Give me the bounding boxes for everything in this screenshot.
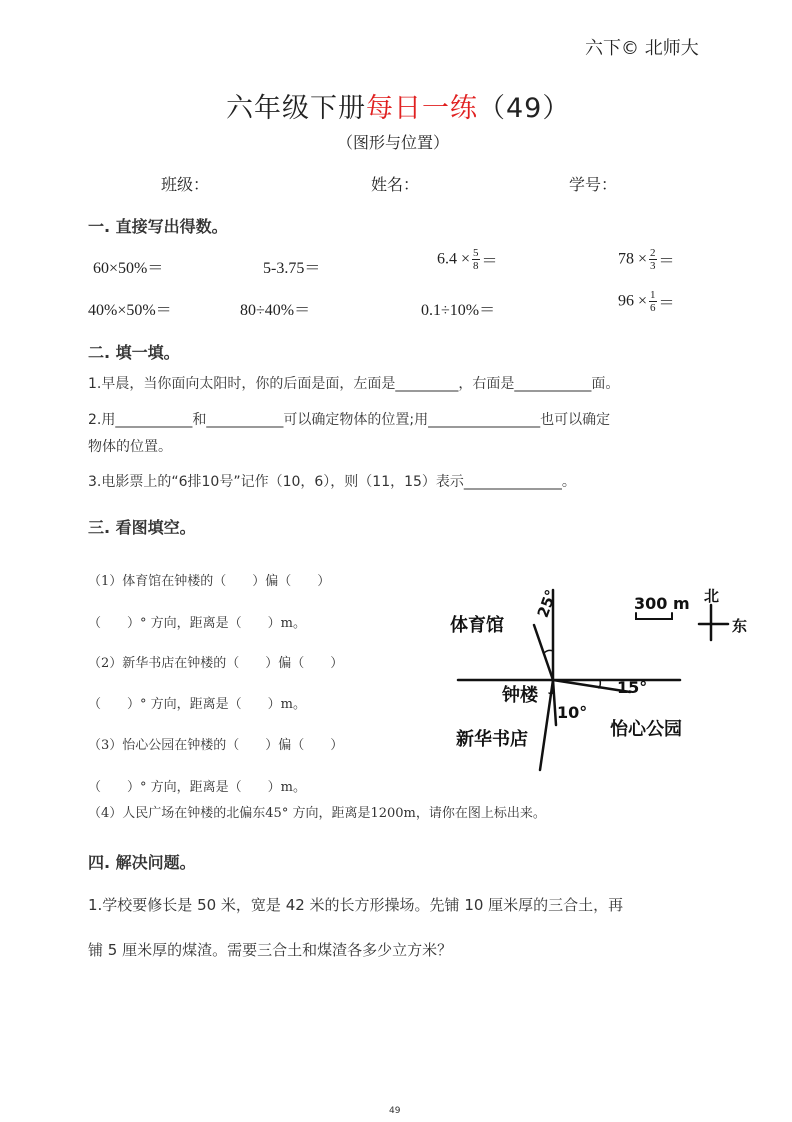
fill-q3: 3.电影票上的“6排10号”记作（10，6），则（11，15）表示______________。 [88, 474, 576, 490]
figq-c2: （ ）° 方向，距离是（ ）m。 [88, 780, 306, 795]
figq-d: （4）人民广场在钟楼的北偏东45° 方向，距离是1200m，请你在图上标出来。 [88, 806, 546, 821]
compass-east-label: 东 [732, 617, 748, 635]
name-label: 姓名： [371, 175, 420, 194]
title-part3: （49） [478, 93, 571, 124]
section-1-heading: 一. 直接写出得数。 [88, 217, 228, 236]
fill-q1: 1.早晨，当你面向太阳时，你的后面是面，左面是_________，右面是___________面。 [88, 376, 620, 392]
calc-r2c2: 80÷40%＝ [240, 302, 311, 319]
corner-label: 六下© 北师大 [585, 38, 699, 59]
calc-r1c1: 60×50%＝ [93, 260, 164, 277]
calc-r2c3: 0.1÷10%＝ [421, 302, 496, 319]
figq-c1: （3）怡心公园在钟楼的（ ）偏（ ） [88, 738, 344, 753]
solve-q1-line2: 铺 5 厘米厚的煤渣。需要三合土和煤渣各多少立方米？ [88, 941, 453, 959]
calc-r1c2: 5-3.75＝ [263, 260, 321, 277]
map-scale-label: 300 m [634, 594, 690, 613]
compass-north-label: 北 [704, 587, 720, 605]
figq-a1: （1）体育馆在钟楼的（ ）偏（ ） [88, 574, 331, 589]
solve-q1-line1: 1.学校要修长是 50 米，宽是 42 米的长方形操场。先铺 10 厘米厚的三合土，再 [88, 896, 624, 914]
calc-r2c1: 40%×50%＝ [88, 302, 172, 319]
figq-b1: （2）新华书店在钟楼的（ ）偏（ ） [88, 656, 344, 671]
calc-r1c4: 78 × $\frac{2}{3}$ ＝ [618, 247, 675, 272]
map-clock-label: 钟楼 [502, 685, 538, 706]
page-number: 49 [389, 1106, 401, 1116]
map-arc-10 [549, 693, 553, 694]
number-label: 学号： [569, 175, 618, 194]
calc-r2c4: 96 × $\frac{1}{6}$ ＝ [618, 289, 675, 314]
title-part2: 每日一练 [366, 93, 478, 124]
section-3-heading: 三. 看图填空。 [88, 518, 196, 537]
figq-a2: （ ）° 方向，距离是（ ）m。 [88, 616, 306, 631]
map-angle-25: 25° [533, 587, 561, 620]
figq-b2: （ ）° 方向，距离是（ ）m。 [88, 697, 306, 712]
section-4-heading: 四. 解决问题。 [88, 853, 196, 872]
page-title [226, 86, 570, 125]
map-gym-label: 体育馆 [450, 615, 504, 636]
location-map [440, 575, 760, 780]
fill-q2-line2: 物体的位置。 [88, 439, 172, 455]
map-scale-bar [636, 613, 672, 619]
map-angle-10: 10° [557, 703, 588, 722]
calc-r1c3: 6.4 × $\frac{5}{8}$ ＝ [437, 247, 498, 272]
class-label: 班级： [161, 175, 210, 194]
map-bookstore-label: 新华书店 [456, 729, 528, 750]
map-south-line [553, 680, 556, 725]
map-arc-25 [544, 650, 553, 653]
fill-q2-line1: 2.用___________和___________可以确定物体的位置;用________________也可以确定 [88, 412, 611, 428]
subtitle: （图形与位置） [337, 133, 450, 152]
section-2-heading: 二. 填一填。 [88, 343, 180, 362]
title-part1: 六年级下册 [226, 93, 366, 124]
map-park-label: 怡心公园 [610, 719, 682, 740]
map-angle-15: 15° [617, 678, 648, 697]
